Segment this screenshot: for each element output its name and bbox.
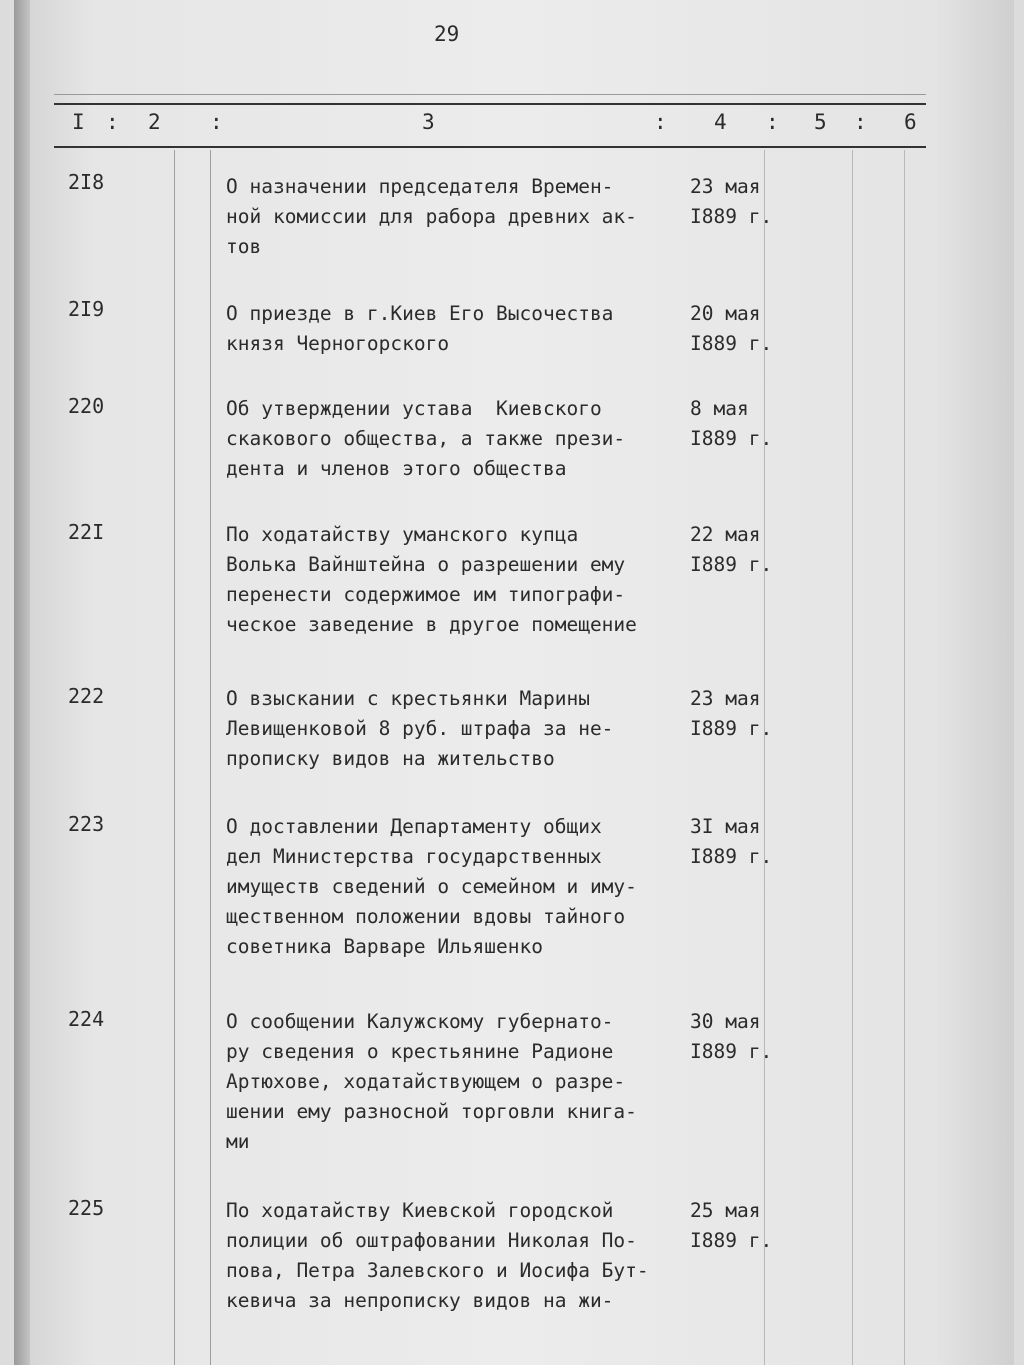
date-line: 3I мая xyxy=(690,815,761,838)
description-line: О сообщении Калужскому губернато- xyxy=(226,1010,614,1033)
row-number: 222 xyxy=(68,684,105,708)
date-line: 8 мая xyxy=(690,397,749,420)
description-line: имуществ сведений о семейном и иму- xyxy=(226,875,637,898)
description-line: прописку видов на жительство xyxy=(226,747,555,770)
description-line: Левищенковой 8 руб. штрафа за не- xyxy=(226,717,614,740)
row-date xyxy=(690,172,790,232)
date-line: 20 мая xyxy=(690,302,761,325)
header-faint-rule xyxy=(54,94,926,95)
header-col-2: 2 xyxy=(148,110,161,134)
row-description xyxy=(226,172,688,262)
row-number: 2I8 xyxy=(68,170,105,194)
date-line: I889 г. xyxy=(690,205,773,228)
header-col-3: 3 xyxy=(422,110,435,134)
page-binding-edge xyxy=(14,0,30,1365)
date-line: I889 г. xyxy=(690,1229,773,1252)
description-line: пова, Петра Залевского и Иосифа Бут- xyxy=(226,1259,649,1282)
header-separator: : xyxy=(766,110,779,134)
row-number: 225 xyxy=(68,1196,105,1220)
header-col-1: I xyxy=(72,110,85,134)
header-separator: : xyxy=(210,110,223,134)
description-line: шении ему разносной торговли книга- xyxy=(226,1100,637,1123)
column-rule xyxy=(174,150,175,1365)
row-description xyxy=(226,1196,688,1316)
description-line: О приезде в г.Киев Его Высочества xyxy=(226,302,614,325)
column-rule xyxy=(210,150,211,1365)
date-line: I889 г. xyxy=(690,1040,773,1063)
description-line: дента и членов этого общества xyxy=(226,457,567,480)
description-line: ной комиссии для рабора древних ак- xyxy=(226,205,637,228)
description-line: князя Черногорского xyxy=(226,332,450,355)
header-col-6: 6 xyxy=(904,110,917,134)
row-date xyxy=(690,812,790,872)
date-line: 23 мая xyxy=(690,687,761,710)
date-line: 25 мая xyxy=(690,1199,761,1222)
column-rule xyxy=(852,150,853,1365)
description-line: щественном положении вдовы тайного xyxy=(226,905,626,928)
description-line: По ходатайству уманского купца xyxy=(226,523,579,546)
description-line: перенести содержимое им типографи- xyxy=(226,583,626,606)
header-top-rule xyxy=(54,103,926,105)
date-line: I889 г. xyxy=(690,332,773,355)
row-date xyxy=(690,520,790,580)
header-separator: : xyxy=(654,110,667,134)
row-date xyxy=(690,299,790,359)
row-number: 223 xyxy=(68,812,105,836)
row-number: 220 xyxy=(68,394,105,418)
date-line: I889 г. xyxy=(690,553,773,576)
row-date xyxy=(690,1007,790,1067)
row-description xyxy=(226,520,688,640)
row-number: 2I9 xyxy=(68,297,105,321)
description-line: Артюхове, ходатайствующем о разре- xyxy=(226,1070,626,1093)
row-date xyxy=(690,1196,790,1256)
row-description xyxy=(226,812,688,962)
description-line: дел Министерства государственных xyxy=(226,845,602,868)
description-line: ческое заведение в другое помещение xyxy=(226,613,637,636)
description-line: О доставлении Департаменту общих xyxy=(226,815,602,838)
date-line: I889 г. xyxy=(690,427,773,450)
row-description xyxy=(226,1007,688,1157)
header-col-4: 4 xyxy=(714,110,727,134)
row-description xyxy=(226,394,688,484)
row-number: 224 xyxy=(68,1007,105,1031)
row-date xyxy=(690,684,790,744)
description-line: скакового общества, а также прези- xyxy=(226,427,626,450)
description-line: О назначении председателя Времен- xyxy=(226,175,614,198)
date-line: 22 мая xyxy=(690,523,761,546)
page-number: 29 xyxy=(434,22,460,46)
row-description xyxy=(226,684,688,774)
column-rule xyxy=(904,150,905,1365)
description-line: кевича за непрописку видов на жи- xyxy=(226,1289,614,1312)
description-line: советника Варваре Ильяшенко xyxy=(226,935,543,958)
date-line: I889 г. xyxy=(690,845,773,868)
description-line: полиции об оштрафовании Николая По- xyxy=(226,1229,637,1252)
header-col-5: 5 xyxy=(814,110,827,134)
date-line: I889 г. xyxy=(690,717,773,740)
description-line: тов xyxy=(226,235,262,258)
header-bottom-rule xyxy=(54,146,926,148)
row-date xyxy=(690,394,790,454)
date-line: 23 мая xyxy=(690,175,761,198)
description-line: Волька Вайнштейна о разрешении ему xyxy=(226,553,626,576)
description-line: ру сведения о крестьянине Радионе xyxy=(226,1040,614,1063)
document-page xyxy=(14,0,1014,1365)
date-line: 30 мая xyxy=(690,1010,761,1033)
row-number: 22I xyxy=(68,520,105,544)
header-separator: : xyxy=(106,110,119,134)
header-separator: : xyxy=(854,110,867,134)
row-description xyxy=(226,299,688,359)
description-line: ми xyxy=(226,1130,250,1153)
description-line: По ходатайству Киевской городской xyxy=(226,1199,614,1222)
description-line: Об утверждении устава Киевского xyxy=(226,397,602,420)
description-line: О взыскании с крестьянки Марины xyxy=(226,687,590,710)
